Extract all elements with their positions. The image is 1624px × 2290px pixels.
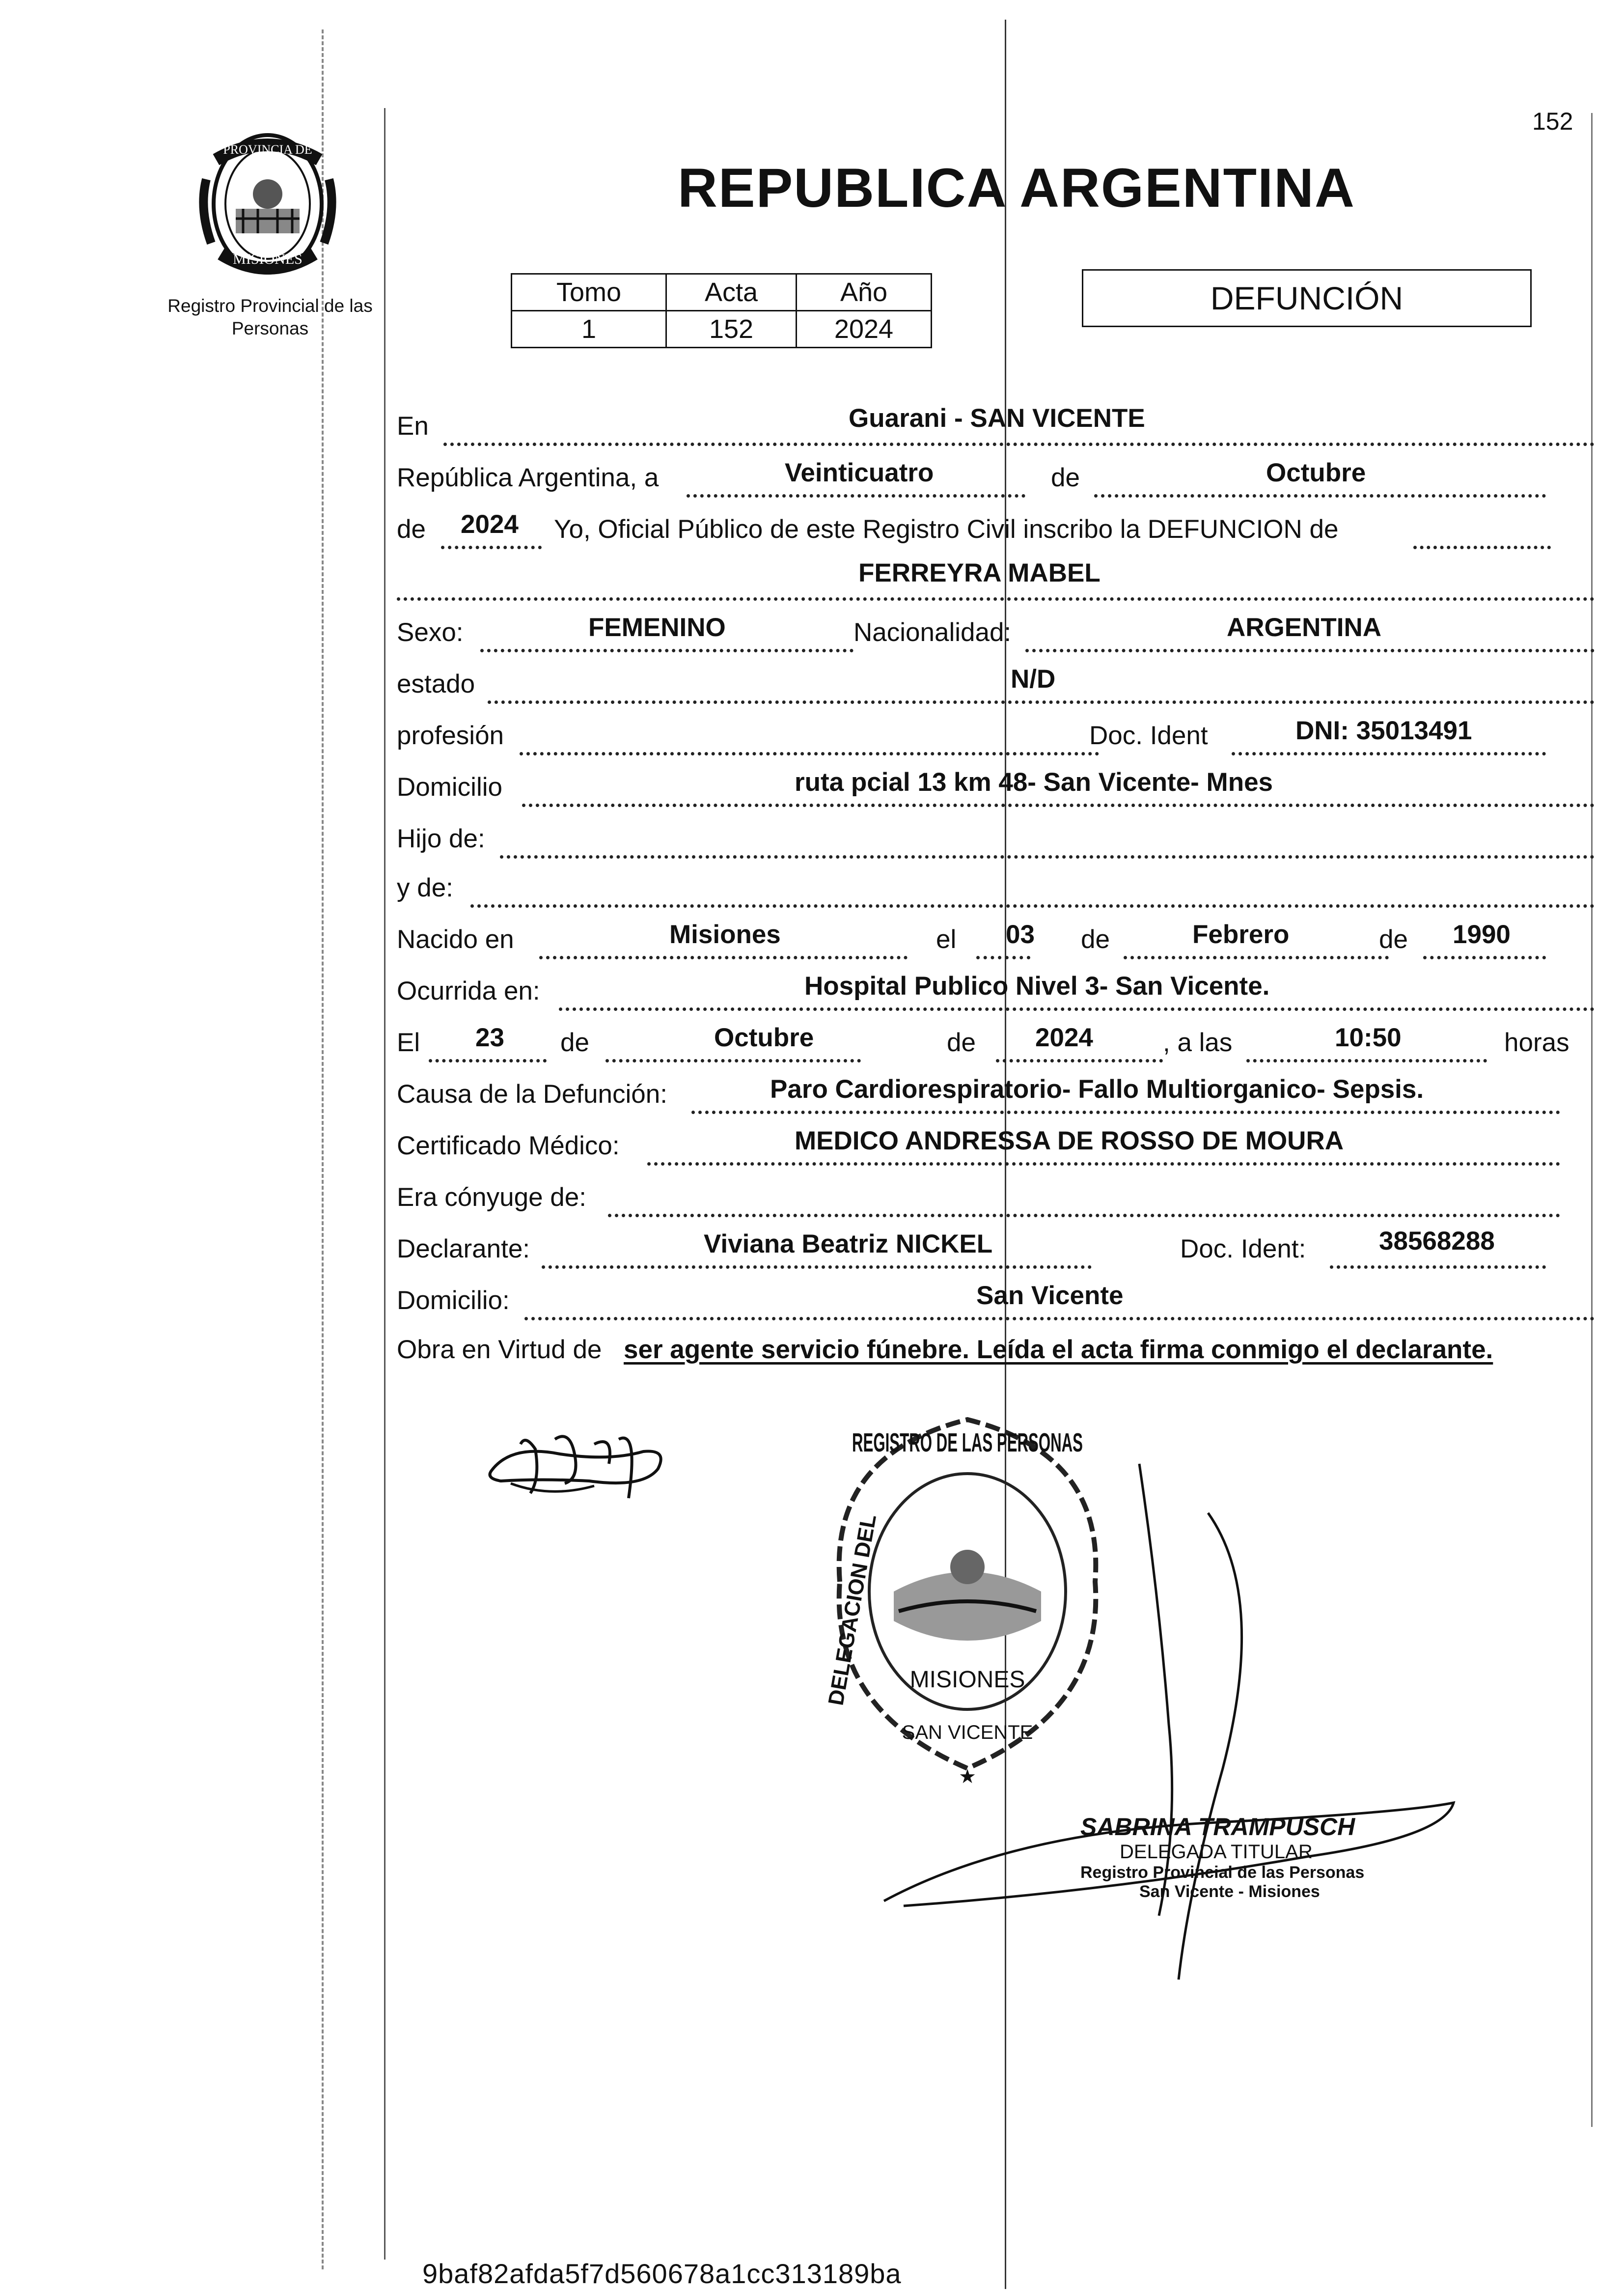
nac-anio-dotted-line (1423, 956, 1546, 959)
def-dia-dotted-line (429, 1059, 547, 1062)
en-label: En (397, 412, 429, 441)
nombre-dotted-line (397, 597, 1595, 601)
causa-dotted-line (691, 1111, 1560, 1114)
page-number: 152 (1532, 108, 1573, 135)
mes-dotted-line (1094, 494, 1546, 498)
record-table-value-row (512, 311, 932, 348)
row-declarante (397, 1221, 1595, 1270)
def-anio-value: 2024 (1035, 1023, 1093, 1052)
signature-org: Registro Provincial de las Personas (1080, 1863, 1365, 1882)
en-dotted-line (443, 443, 1595, 446)
decl-domicilio-label: Domicilio: (397, 1286, 510, 1315)
ocurrida-label: Ocurrida en: (397, 977, 540, 1005)
certificado-value: MEDICO ANDRESSA DE ROSSO DE MOURA (795, 1126, 1344, 1155)
def-mes-dotted-line (606, 1059, 861, 1062)
domicilio-dotted-line (522, 804, 1595, 807)
provincial-seal-logo (196, 125, 339, 282)
record-table-header-row (512, 274, 932, 311)
conyuge-label: Era cónyuge de: (397, 1183, 586, 1212)
decl-doc-value: 38568288 (1379, 1227, 1495, 1256)
nac-anio-value: 1990 (1453, 920, 1511, 949)
profesion-label: profesión (397, 721, 504, 750)
de2-label: de (397, 515, 426, 544)
republica-label: República Argentina, a (397, 463, 659, 492)
hijo-label: Hijo de: (397, 824, 485, 853)
nacionalidad-label: Nacionalidad: (853, 618, 1012, 647)
certificado-dotted-line (647, 1162, 1560, 1166)
row-en (397, 398, 1595, 447)
decl-doc-label: Doc. Ident: (1180, 1234, 1306, 1263)
signature-block (1080, 1813, 1424, 1901)
row-domicilio (397, 759, 1595, 808)
el-label: el (936, 925, 957, 954)
row-yde (397, 860, 1595, 909)
row-sexo (397, 604, 1595, 653)
yde-dotted-line (470, 904, 1595, 908)
mes-value: Octubre (1266, 458, 1366, 487)
de6-label: de (947, 1028, 976, 1057)
table-header-acta: Acta (666, 274, 797, 311)
doc-ident-dotted-line (1232, 752, 1546, 755)
nacionalidad-value: ARGENTINA (1227, 613, 1382, 642)
sexo-value: FEMENINO (588, 613, 726, 642)
left-border-line (384, 108, 385, 2260)
declarante-dotted-line (542, 1265, 1092, 1269)
horas-label: horas (1504, 1028, 1569, 1057)
declarante-label: Declarante: (397, 1234, 530, 1263)
margin-guide (322, 29, 324, 2269)
row-fecha-inscripcion (397, 449, 1595, 499)
causa-label: Causa de la Defunción: (397, 1080, 667, 1109)
stamp-outer-text: REGISTRO DE LAS PERSONAS (852, 1428, 1083, 1457)
de-label: de (1051, 463, 1080, 492)
sexo-dotted-line (480, 649, 853, 652)
nacionalidad-dotted-line (1025, 649, 1595, 652)
de5-label: de (560, 1028, 589, 1057)
profesion-dotted-line (520, 752, 1099, 755)
de4-label: de (1379, 925, 1408, 954)
page-title: REPUBLICA ARGENTINA (678, 157, 1355, 219)
record-type-box (1082, 269, 1532, 327)
declarant-signature (481, 1424, 678, 1518)
seal-bottom-text: MISIONES (233, 251, 303, 267)
anio-value: 2024 (461, 510, 519, 539)
row-causa (397, 1066, 1595, 1115)
de3-label: de (1081, 925, 1110, 954)
def-anio-dotted-line (996, 1059, 1163, 1062)
row-conyuge (397, 1169, 1595, 1218)
row-certificado (397, 1117, 1595, 1167)
stamp-star-icon: ★ (959, 1765, 976, 1788)
estado-value: N/D (1011, 665, 1056, 694)
stamp-inner-text: MISIONES (909, 1667, 1025, 1693)
official-signature (864, 1449, 1483, 1999)
nac-dia-value: 03 (1006, 920, 1035, 949)
estado-label: estado (397, 670, 475, 698)
nac-mes-dotted-line (1124, 956, 1389, 959)
record-table (511, 273, 932, 348)
estado-dotted-line (488, 700, 1595, 704)
hora-dotted-line (1246, 1059, 1487, 1062)
table-header-anio: Año (797, 274, 932, 311)
alas-label: , a las (1163, 1028, 1233, 1057)
row-nacimiento (397, 911, 1595, 960)
row-estado (397, 656, 1595, 705)
ocurrida-dotted-line (559, 1007, 1595, 1011)
signature-name: SABRINA TRAMPUSCH (1080, 1813, 1355, 1841)
nacido-value: Misiones (669, 920, 781, 949)
signature-place: San Vicente - Misiones (1139, 1882, 1320, 1901)
dia-dotted-line (687, 494, 1025, 498)
row-nombre (397, 553, 1595, 602)
row-hijo (397, 810, 1595, 860)
nombre-value: FERREYRA MABEL (858, 559, 1101, 587)
nacido-dotted-line (539, 956, 908, 959)
hora-value: 10:50 (1335, 1023, 1402, 1052)
def-dia-value: 23 (475, 1023, 504, 1052)
row-fecha-defuncion (397, 1014, 1595, 1063)
nac-dia-dotted-line (976, 956, 1030, 959)
nac-mes-value: Febrero (1192, 920, 1290, 949)
el2-label: El (397, 1028, 420, 1057)
table-value-tomo: 1 (512, 311, 666, 348)
inscribo-text: Yo, Oficial Público de este Registro Civil inscribo la DEFUNCION de (554, 515, 1339, 544)
doc-ident-label: Doc. Ident (1089, 721, 1208, 750)
hijo-dotted-line (500, 855, 1595, 859)
obra-label: Obra en Virtud de (397, 1335, 602, 1364)
def-mes-value: Octubre (714, 1023, 814, 1052)
nacido-label: Nacido en (397, 925, 514, 954)
domicilio-label: Domicilio (397, 773, 502, 802)
certificado-label: Certificado Médico: (397, 1131, 620, 1160)
obra-value: ser agente servicio fúnebre. Leída el acta firma conmigo el declarante. (624, 1335, 1493, 1364)
table-header-tomo: Tomo (512, 274, 666, 311)
seal-top-text: PROVINCIA DE (223, 142, 312, 157)
registry-label: Registro Provincial de las Personas (167, 296, 373, 338)
yde-label: y de: (397, 873, 453, 902)
stamp-left-text: DELEGACION DEL (824, 1512, 881, 1707)
anio-dotted-line (441, 546, 542, 549)
decl-domicilio-value: San Vicente (976, 1281, 1124, 1310)
row-ocurrida (397, 963, 1595, 1012)
table-value-anio: 2024 (797, 311, 932, 348)
decl-domicilio-dotted-line (524, 1317, 1595, 1320)
stamp-bottom-text: SAN VICENTE (902, 1722, 1033, 1743)
record-type-label: DEFUNCIÓN (1210, 280, 1404, 316)
doc-ident-value: DNI: 35013491 (1295, 716, 1472, 745)
table-value-acta: 152 (666, 311, 797, 348)
signature-role: DELEGADA TITULAR (1120, 1841, 1313, 1863)
causa-value: Paro Cardiorespiratorio- Fallo Multiorganico- Sepsis. (770, 1075, 1424, 1104)
ocurrida-value: Hospital Publico Nivel 3- San Vicente. (804, 972, 1270, 1001)
row-inscripcion (397, 501, 1595, 550)
domicilio-value: ruta pcial 13 km 48- San Vicente- Mnes (795, 768, 1273, 797)
dia-value: Veinticuatro (785, 458, 934, 487)
document-hash: 9baf82afda5f7d560678a1cc313189ba (422, 2258, 902, 2289)
inscribo-dotted-line (1413, 546, 1551, 549)
en-value: Guarani - SAN VICENTE (849, 404, 1145, 433)
row-profesion (397, 707, 1595, 756)
declarante-value: Viviana Beatriz NICKEL (704, 1229, 993, 1258)
row-decl-domicilio (397, 1272, 1595, 1321)
sexo-label: Sexo: (397, 618, 464, 647)
row-obra (397, 1321, 1595, 1370)
conyuge-dotted-line (608, 1214, 1560, 1217)
decl-doc-dotted-line (1330, 1265, 1546, 1269)
